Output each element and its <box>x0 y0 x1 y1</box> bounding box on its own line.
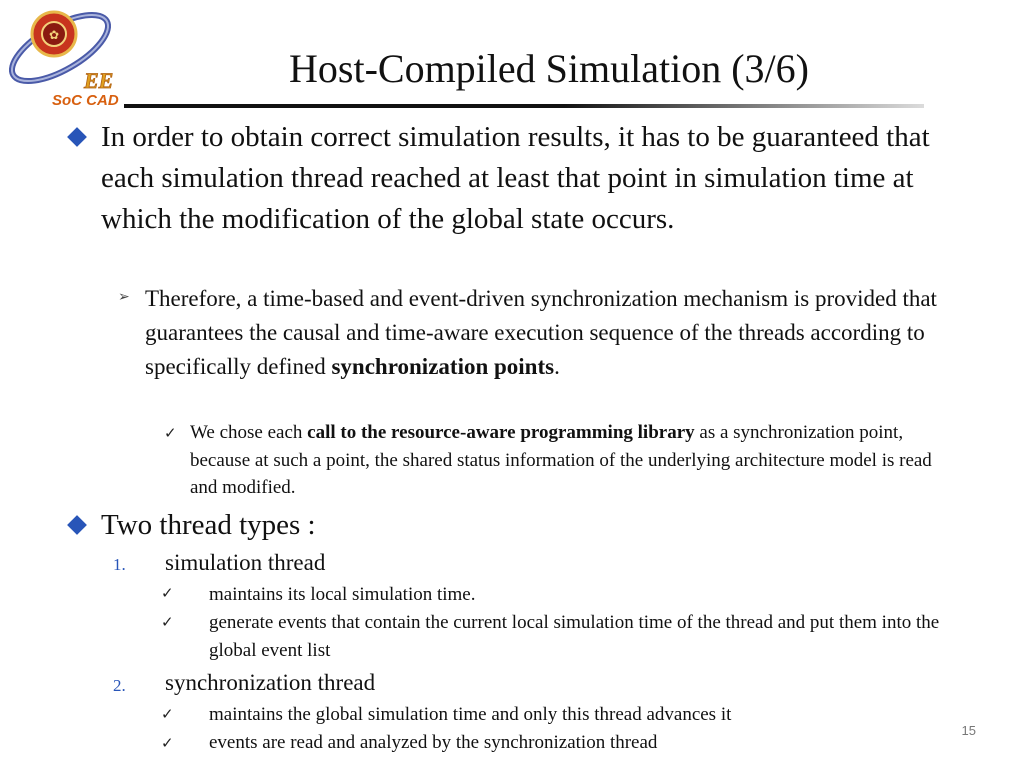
detail-bold-text: call to the resource-aware programming library <box>307 422 695 443</box>
subpoint-text-end: . <box>554 354 560 379</box>
thread-point: generate events that contain the current local simulation time of the thread and put them into the global event list <box>209 612 940 661</box>
thread-point: events are read and analyzed by the synchronization thread <box>209 732 658 753</box>
svg-text:✿: ✿ <box>48 28 60 42</box>
detail-text: We chose each <box>190 422 308 443</box>
thread-type-name: synchronization thread <box>165 670 376 695</box>
thread-type-name: simulation thread <box>165 550 326 575</box>
bullet-1-detail <box>190 419 960 502</box>
title-divider <box>124 104 924 108</box>
list-number: 1. <box>113 555 126 574</box>
check-icon: ✓ <box>161 734 174 752</box>
svg-text:EE: EE <box>84 68 114 93</box>
subpoint-text: Therefore, a time-based and event-driven synchronization mechanism is provided that guarantees the causal and time-aware execution sequence of the threads according to specifically defined <box>145 286 937 379</box>
check-icon: ✓ <box>164 424 177 442</box>
diamond-bullet-icon <box>67 127 87 147</box>
slide-title: Host-Compiled Simulation (3/6) <box>289 46 809 91</box>
thread-point: maintains the global simulation time and only this thread advances it <box>209 704 732 725</box>
bullet-2-text: Two thread types : <box>101 509 316 541</box>
subpoint-bold-text: synchronization points <box>331 354 555 379</box>
detail-text-end: as a synchronization point, because at such a point, the shared status information of the underlying architecture model is read and modified. <box>190 422 932 498</box>
check-icon: ✓ <box>161 584 174 602</box>
svg-text:SoC CAD: SoC CAD <box>52 92 119 108</box>
list-number: 2. <box>113 676 126 695</box>
check-icon: ✓ <box>161 613 174 631</box>
bullet-1-subpoint <box>145 282 955 384</box>
diamond-bullet-icon <box>67 515 87 535</box>
arrow-bullet-icon: ➢ <box>118 289 130 305</box>
check-icon: ✓ <box>161 705 174 723</box>
thread-point: maintains its local simulation time. <box>209 584 476 605</box>
page-number: 15 <box>961 723 976 738</box>
bullet-1-text: In order to obtain correct simulation results, it has to be guaranteed that each simulation thread reached at least that point in simulation time at which the modification of the global state occurs. <box>101 121 930 235</box>
